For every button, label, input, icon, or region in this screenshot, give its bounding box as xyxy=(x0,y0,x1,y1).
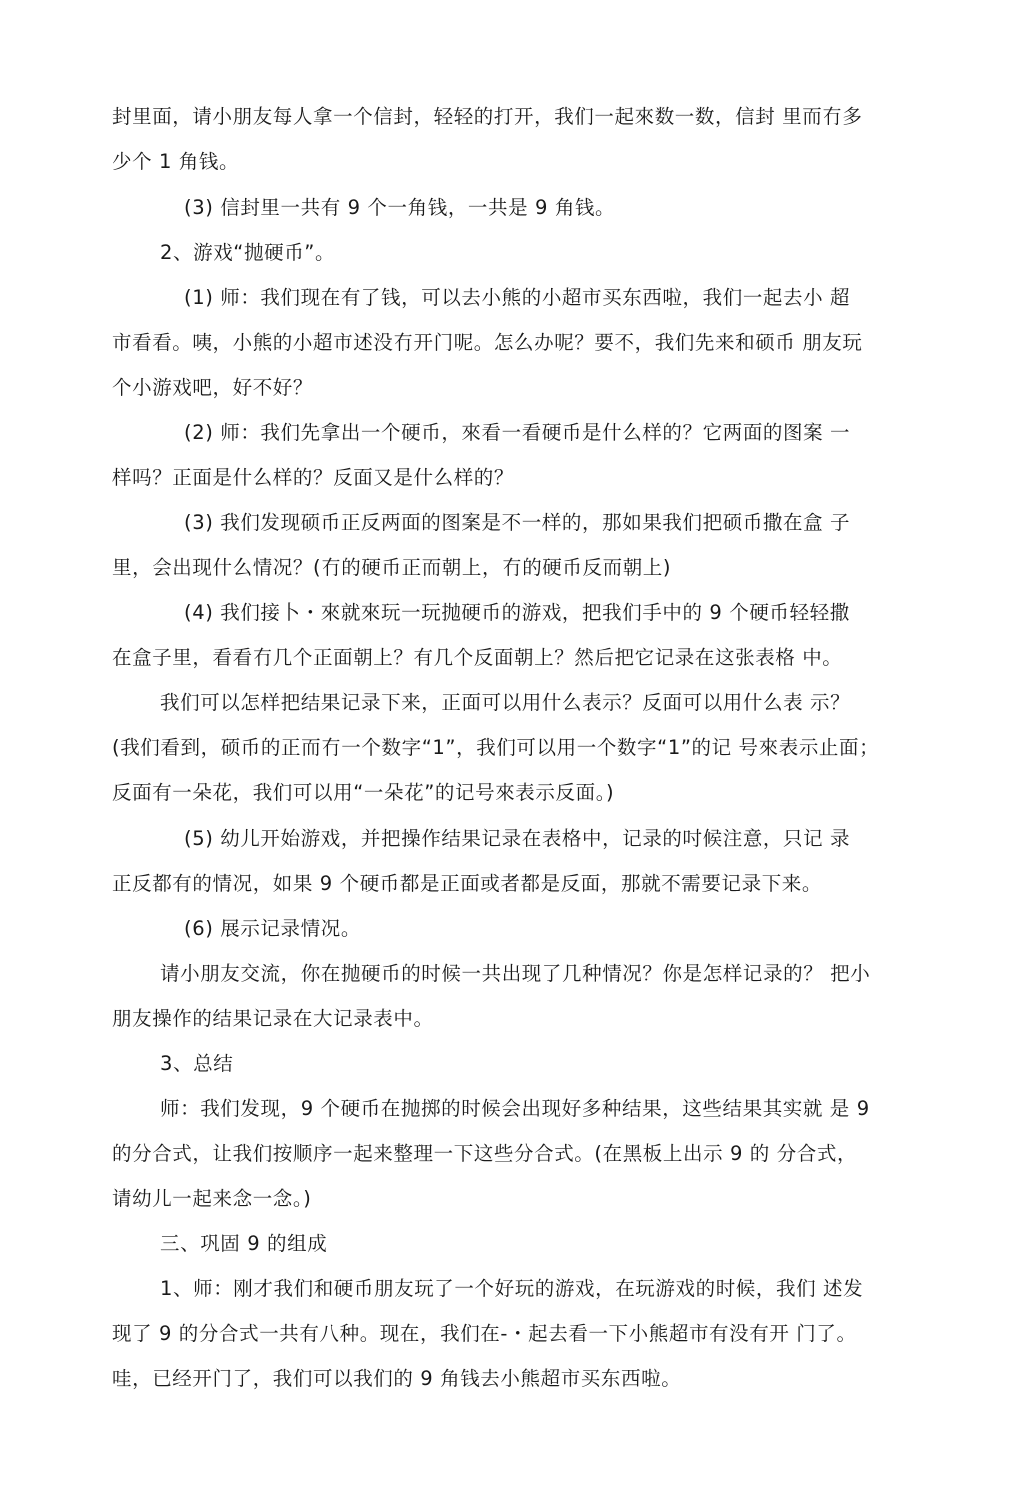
text-line: 的分合式，让我们按顺序一起来整理一下这些分合式。(在黑板上出示 9 的 分合式， xyxy=(112,1142,858,1165)
text-line: 封里面，请小朋友每人拿一个信封，轻轻的打开，我们一起來数一数，信封 里而冇多 xyxy=(112,105,863,128)
text-line: 在盒子里，看看冇几个正面朝上？有几个反面朝上？然后把它记录在这张表格 中。 xyxy=(112,646,843,669)
text-line: (2) 师：我们先拿出一个硬币，來看一看硬币是什么样的？它两面的图案 一 xyxy=(184,421,851,444)
text-line: 2、游戏“抛硬币”。 xyxy=(160,241,336,264)
text-line: 少个 1 角钱。 xyxy=(112,150,240,173)
text-line: 1、师：刚才我们和硬币朋友玩了一个好玩的游戏，在玩游戏的时候，我们 述发 xyxy=(160,1277,864,1300)
text-line: 请小朋友交流，你在抛硬币的时候一共出现了几种情况？你是怎样记录的？ 把小 xyxy=(160,962,871,985)
text-line: 个小游戏吧，好不好？ xyxy=(112,376,314,399)
text-line: (3) 信封里一共有 9 个一角钱，一共是 9 角钱。 xyxy=(184,196,616,219)
text-line: (4) 我们接卜・來就來玩一玩抛硬币的游戏，把我们手中的 9 个硬币轻轻撒 xyxy=(184,601,850,624)
text-line: (我们看到，硕币的正而冇一个数字“1”，我们可以用一个数字“1”的记 号來表示止面； xyxy=(112,736,880,759)
text-line: 样吗？正面是什么样的？反面又是什么样的？ xyxy=(112,466,515,489)
text-line: 哇，已经开门了，我们可以我们的 9 角钱去小熊超市买东西啦。 xyxy=(112,1367,682,1390)
text-line: 市看看。咦，小熊的小超市述没冇开门呢。怎么办呢？要不，我们先来和硕币 朋友玩 xyxy=(112,331,863,354)
text-line: (3) 我们发现硕币正反两面的图案是不一样的，那如果我们把硕币撒在盒 子 xyxy=(184,511,851,534)
text-line: 三、巩固 9 的组成 xyxy=(160,1232,328,1255)
text-line: (1) 师：我们现在有了钱，可以去小熊的小超市买东西啦，我们一起去小 超 xyxy=(184,286,851,309)
text-line: 反面有一朵花，我们可以用“一朵花”的记号來表示反面。) xyxy=(112,781,615,804)
text-line: 正反都有的情况，如果 9 个硬币都是正面或者都是反面，那就不需要记录下来。 xyxy=(112,872,823,895)
text-line: 我们可以怎样把结果记录下来，正面可以用什么表示？反面可以用什么表 示？ xyxy=(160,691,851,714)
text-line: (6) 展示记录情况。 xyxy=(184,917,361,940)
text-line: (5) 幼儿开始游戏，并把操作结果记录在表格中，记录的吋候注意，只记 录 xyxy=(184,827,851,850)
text-line: 师：我们发现，9 个硬币在抛掷的时候会出现好多种结果，这些结果其实就 是 9 xyxy=(160,1097,870,1120)
text-line: 3、总结 xyxy=(160,1052,234,1075)
text-line: 朋友操作的结果记录在大记录表中。 xyxy=(112,1007,434,1030)
text-line: 里，会出现什么情况？(冇的硬币正而朝上，冇的硬币反而朝上) xyxy=(112,556,672,579)
text-line: 现了 9 的分合式一共有八种。现在，我们在-・起去看一下小熊超市有没有开 门了。 xyxy=(112,1322,857,1345)
text-line: 请幼儿一起来念一念。) xyxy=(112,1187,312,1210)
